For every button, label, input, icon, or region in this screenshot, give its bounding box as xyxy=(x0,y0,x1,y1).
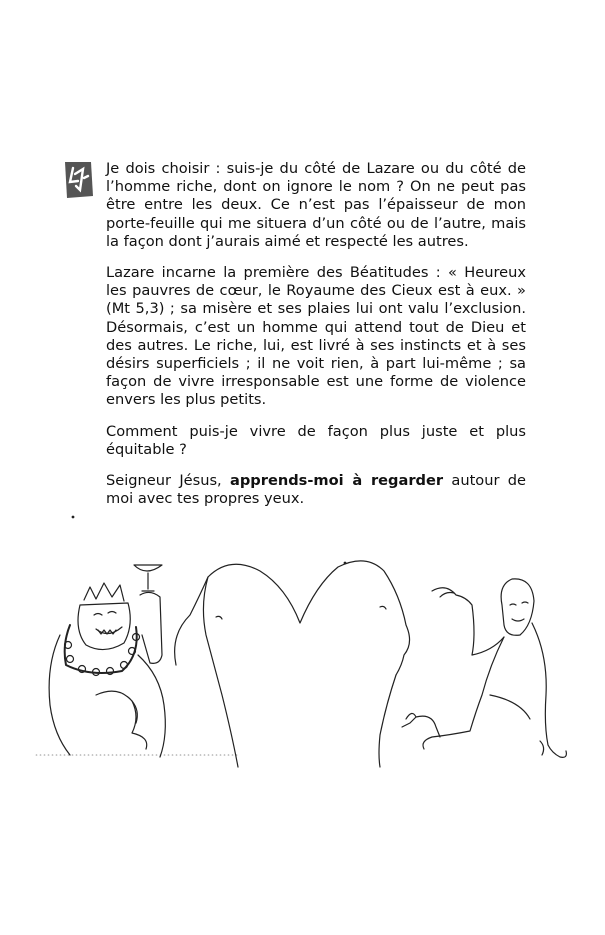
paragraph-2: Lazare incarne la première des Béatitudes : « Heureux les pauvres de cœur, le Royaume des Cieux est à eux. » (Mt 5,3) ; sa misère et ses plaies lui ont valu l’exclusion. Désormais, c’est un homme qui attend tout de Dieu et des autres. Le riche, lui, est livré à ses instincts et à ses désirs superficiels ; il ne voit rien, à part lui-même ; sa façon de vivre irresponsable est une forme de violence envers les plus petits. xyxy=(106,264,526,409)
paragraph-1: Je dois choisir : suis-je du côté de Lazare ou du côté de l’homme riche, dont on ignore le nom ? On ne peut pas être entre les deux. Ce n’est pas l’épaisseur de mon porte-feuille qui me situera d’un côté ou de l’autre, mais la façon dont j’aurais aimé et respecté les autres. xyxy=(106,160,526,250)
section-logo-icon xyxy=(61,160,95,200)
prayer-end: autour de moi avec tes propres yeux. xyxy=(106,472,526,508)
prayer-emphasis: apprends-moi à regarder xyxy=(230,472,444,490)
prayer-paragraph xyxy=(106,472,526,508)
line-drawing-illustration xyxy=(0,505,605,775)
body-text xyxy=(106,160,526,521)
prayer-intro: Seigneur Jésus, xyxy=(106,472,230,490)
paragraph-3: Comment puis-je vivre de façon plus juste et plus équitable ? xyxy=(106,422,526,458)
